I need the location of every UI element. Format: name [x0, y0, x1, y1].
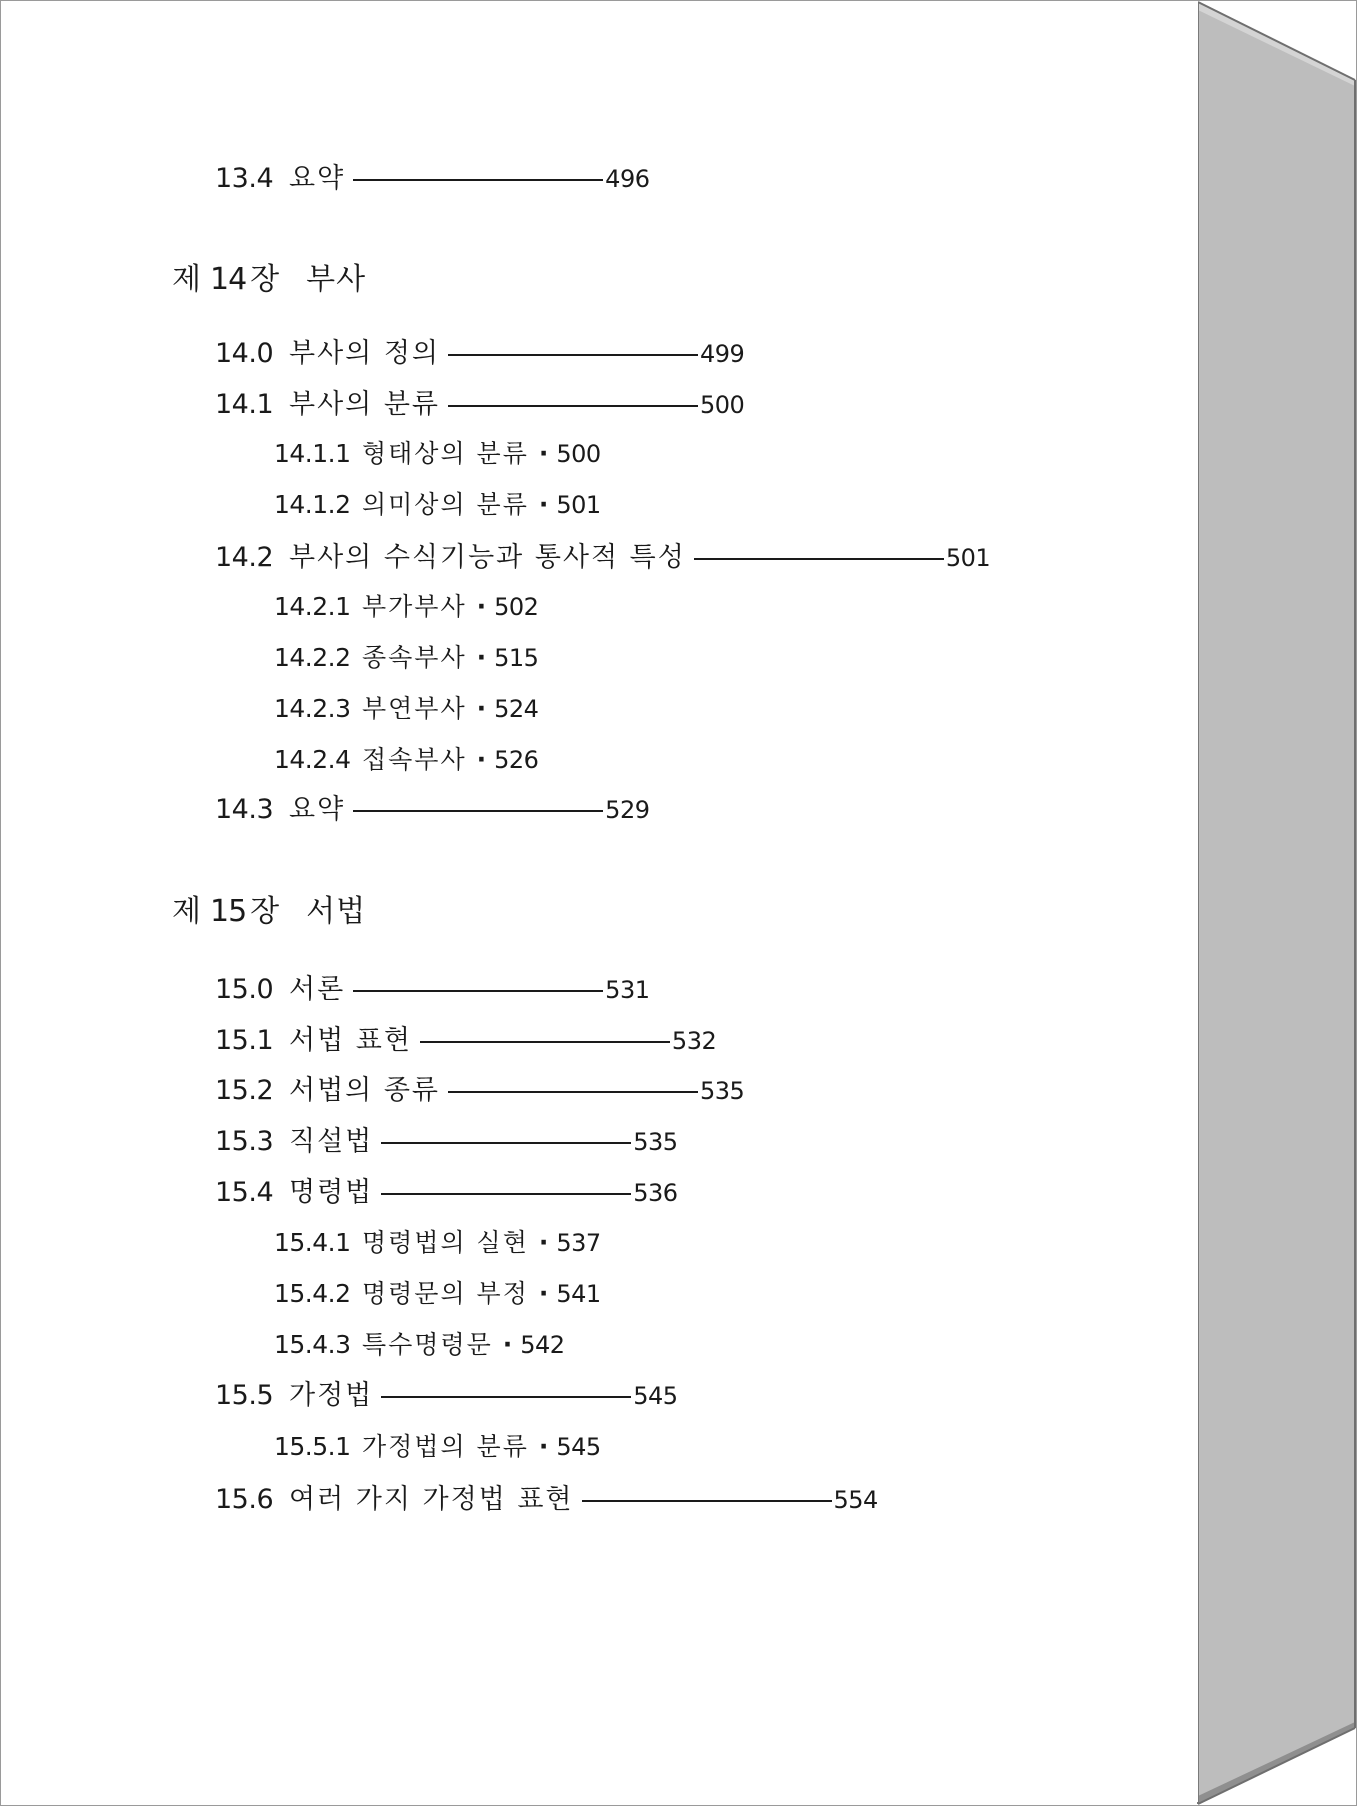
toc-subentry [274, 1430, 601, 1464]
section-number: 14.1 [215, 389, 274, 420]
separator-dot: · [538, 439, 549, 468]
section-number: 14.2.1 [274, 592, 351, 621]
table-of-contents [2, 2, 1198, 1802]
chapter-suffix: 장 [250, 894, 281, 929]
toc-subentry [274, 1226, 601, 1260]
dot-leader [582, 1500, 832, 1502]
dot-leader [448, 354, 698, 356]
section-number: 15.4.2 [274, 1279, 351, 1308]
page-number: 531 [605, 976, 650, 1004]
page-number: 545 [556, 1433, 601, 1461]
section-title: 가정법의 분류 [362, 1432, 529, 1461]
page-number: 526 [494, 746, 539, 774]
section-number: 15.2 [215, 1075, 274, 1106]
section-number: 15.5.1 [274, 1432, 351, 1461]
page-number: 535 [700, 1077, 745, 1105]
separator-dot: · [538, 490, 549, 519]
section-title: 종속부사 [362, 643, 467, 672]
section-title: 명령법 [289, 1177, 374, 1208]
toc-subentry [274, 488, 601, 522]
toc-subentry [274, 1328, 565, 1362]
separator-dot: · [538, 1432, 549, 1461]
section-title: 부사의 정의 [289, 338, 440, 369]
dot-leader [381, 1193, 631, 1195]
page-number: 515 [494, 644, 539, 672]
separator-dot: · [476, 694, 487, 723]
section-title: 명령문의 부정 [362, 1279, 529, 1308]
separator-dot: · [502, 1330, 513, 1359]
toc-subentry [274, 437, 601, 471]
page-number: 536 [633, 1179, 678, 1207]
chapter-number: 15 [209, 894, 247, 929]
toc-entry [215, 1483, 878, 1517]
page-number: 541 [556, 1280, 601, 1308]
section-number: 15.6 [215, 1484, 274, 1515]
dot-leader [381, 1396, 631, 1398]
separator-dot: · [538, 1279, 549, 1308]
chapter-prefix: 제 [172, 262, 202, 297]
chapter-title: 부사 [306, 262, 367, 297]
section-title: 서법의 종류 [289, 1075, 440, 1106]
page-number: 501 [945, 544, 991, 572]
section-title: 서법 표현 [289, 1025, 412, 1056]
toc-subentry [274, 743, 538, 777]
section-number: 14.2 [215, 542, 274, 573]
chapter-heading [172, 261, 366, 299]
section-number: 14.1.2 [274, 490, 351, 519]
section-number: 15.5 [215, 1380, 274, 1411]
dot-leader [448, 1091, 698, 1093]
page-number: 537 [556, 1229, 601, 1257]
separator-dot: · [476, 643, 487, 672]
section-number: 14.2.4 [274, 745, 351, 774]
section-number: 15.4 [215, 1177, 274, 1208]
dot-leader [694, 558, 944, 560]
section-title: 여러 가지 가정법 표현 [289, 1484, 574, 1515]
section-title: 부가부사 [362, 592, 467, 621]
dot-leader [448, 405, 698, 407]
section-title: 요약 [289, 794, 346, 825]
page-number: 524 [494, 695, 539, 723]
dot-leader [381, 1142, 631, 1144]
page-number: 532 [671, 1027, 717, 1055]
dot-leader [420, 1041, 670, 1043]
toc-subentry [274, 1277, 601, 1311]
section-number: 15.4.1 [274, 1228, 351, 1257]
section-number: 14.0 [215, 338, 274, 369]
page-number: 535 [633, 1128, 678, 1156]
section-number: 14.2.2 [274, 643, 351, 672]
page-number: 501 [556, 491, 601, 519]
section-title: 의미상의 분류 [362, 490, 529, 519]
page-number: 502 [494, 593, 539, 621]
chapter-number: 14 [209, 262, 247, 297]
toc-entry [215, 388, 744, 422]
section-title: 형태상의 분류 [362, 439, 529, 468]
dot-leader [353, 179, 603, 181]
separator-dot: · [476, 592, 487, 621]
toc-entry [215, 1176, 678, 1210]
section-title: 명령법의 실현 [362, 1228, 529, 1257]
section-number: 14.1.1 [274, 439, 351, 468]
section-title: 특수명령문 [362, 1330, 493, 1359]
section-number: 15.4.3 [274, 1330, 351, 1359]
section-title: 직설법 [289, 1126, 374, 1157]
section-title: 부사의 분류 [289, 389, 440, 420]
page-number: 542 [520, 1331, 565, 1359]
toc-entry [215, 162, 649, 196]
section-number: 15.0 [215, 974, 274, 1005]
section-number: 14.3 [215, 794, 274, 825]
chapter-heading [172, 893, 366, 931]
toc-entry [215, 1125, 678, 1159]
toc-entry [215, 541, 990, 575]
section-number: 15.1 [215, 1025, 274, 1056]
section-number: 14.2.3 [274, 694, 351, 723]
dot-leader [353, 990, 603, 992]
toc-subentry [274, 590, 538, 624]
toc-entry [215, 337, 744, 371]
page-number: 554 [833, 1486, 878, 1514]
toc-entry [215, 793, 649, 827]
book-page [2, 2, 1198, 1802]
toc-entry [215, 1024, 716, 1058]
chapter-title: 서법 [306, 894, 367, 929]
chapter-prefix: 제 [172, 894, 202, 929]
page-number: 500 [700, 391, 745, 419]
separator-dot: · [538, 1228, 549, 1257]
toc-subentry [274, 692, 538, 726]
dot-leader [353, 810, 603, 812]
section-title: 부사의 수식기능과 통사적 특성 [289, 542, 686, 573]
section-number: 15.3 [215, 1126, 274, 1157]
section-title: 서론 [289, 974, 346, 1005]
toc-entry [215, 1379, 678, 1413]
section-title: 부연부사 [362, 694, 467, 723]
section-title: 요약 [289, 163, 346, 194]
toc-entry [215, 973, 649, 1007]
page-number: 529 [605, 796, 650, 824]
section-number: 13.4 [215, 163, 274, 194]
section-title: 접속부사 [362, 745, 467, 774]
page-number: 545 [633, 1382, 678, 1410]
page-number: 500 [556, 440, 601, 468]
section-title: 가정법 [289, 1380, 374, 1411]
chapter-suffix: 장 [250, 262, 281, 297]
separator-dot: · [476, 745, 487, 774]
toc-entry [215, 1074, 744, 1108]
page-number: 496 [605, 165, 650, 193]
toc-subentry [274, 641, 538, 675]
page-number: 499 [700, 340, 745, 368]
